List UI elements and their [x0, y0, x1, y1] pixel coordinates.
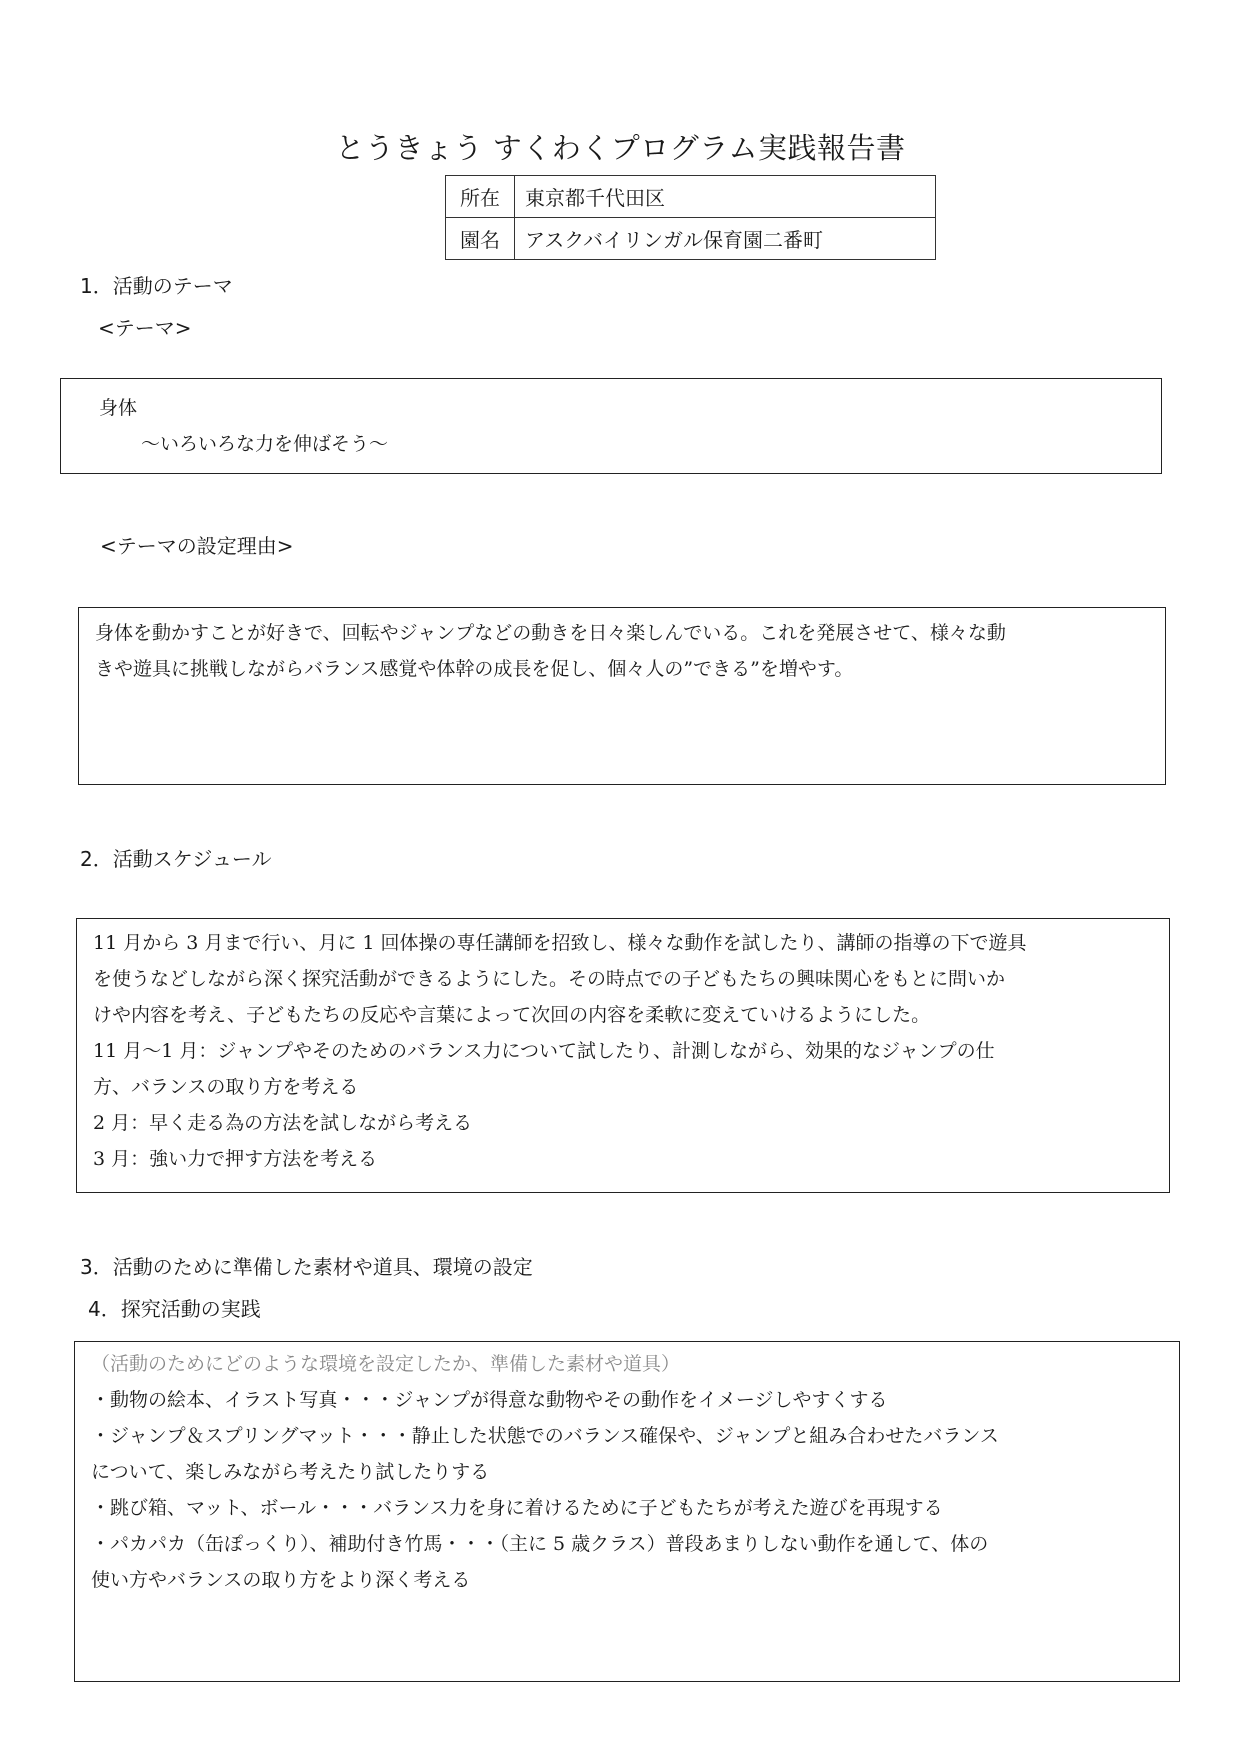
practice-line: ・ジャンプ＆スプリングマット・・・静止した状態でのバランス確保や、ジャンプと組み合わせたバランス [91, 1425, 999, 1447]
schedule-line: 3 月：強い力で押す方法を考える [93, 1148, 378, 1170]
practice-box [74, 1341, 1180, 1682]
practice-line: について、楽しみながら考えたり試したりする [91, 1461, 490, 1483]
location-value: 東京都千代田区 [515, 176, 936, 218]
section2-heading: 2．活動スケジュール [80, 847, 272, 871]
info-row-name [446, 218, 936, 260]
section1-heading: 1．活動のテーマ [80, 274, 233, 298]
schedule-line: 方、バランスの取り方を考える [93, 1076, 359, 1098]
schedule-line: を使うなどしながら深く探究活動ができるようにした。その時点での子どもたちの興味関心をもとに問いか [93, 968, 1006, 990]
name-value: アスクバイリンガル保育園二番町 [515, 218, 936, 260]
reason-box [78, 607, 1166, 785]
practice-line: ・跳び箱、マット、ボール・・・バランス力を身に着けるために子どもたちが考えた遊びを再現する [91, 1497, 943, 1519]
practice-note: （活動のためにどのような環境を設定したか、準備した素材や道具） [91, 1353, 681, 1375]
schedule-line: 11 月から 3 月まで行い、月に 1 回体操の専任講師を招致し、様々な動作を試したり、講師の指導の下で遊具 [93, 932, 1027, 954]
theme-label: <テーマ> [98, 316, 192, 340]
reason-line: 身体を動かすことが好きで、回転やジャンプなどの動きを日々楽しんでいる。これを発展させて、様々な動 [95, 622, 1006, 644]
info-row-location [446, 176, 936, 218]
practice-line: ・パカパカ（缶ぽっくり）、補助付き竹馬・・・（主に 5 歳クラス）普段あまりしない動作を通して、体の [91, 1533, 989, 1555]
reason-line: きや遊具に挑戦しながらバランス感覚や体幹の成長を促し、個々人の”できる”を増やす。 [95, 658, 854, 680]
info-table [445, 175, 936, 260]
page-title: とうきょう すくわくプログラム実践報告書 [335, 131, 906, 165]
section3-heading: 3．活動のために準備した素材や道具、環境の設定 [80, 1255, 533, 1279]
practice-line: 使い方やバランスの取り方をより深く考える [91, 1569, 471, 1591]
reason-label: <テーマの設定理由> [100, 534, 294, 558]
schedule-box [76, 918, 1170, 1193]
theme-box [60, 378, 1162, 474]
practice-line: ・動物の絵本、イラスト写真・・・ジャンプが得意な動物やその動作をイメージしやすくする [91, 1389, 888, 1411]
schedule-line: 11 月～1 月：ジャンプやそのためのバランス力について試したり、計測しながら、効果的なジャンプの仕 [93, 1040, 995, 1062]
name-label: 園名 [446, 218, 515, 260]
location-label: 所在 [446, 176, 515, 218]
theme-line-2: ～いろいろな力を伸ばそう～ [141, 433, 389, 455]
section4-heading: 4．探究活動の実践 [88, 1297, 261, 1321]
schedule-line: けや内容を考え、子どもたちの反応や言葉によって次回の内容を柔軟に変えていけるようにした。 [93, 1004, 931, 1026]
theme-line-1: 身体 [99, 397, 138, 419]
schedule-line: 2 月：早く走る為の方法を試しながら考える [93, 1112, 473, 1134]
